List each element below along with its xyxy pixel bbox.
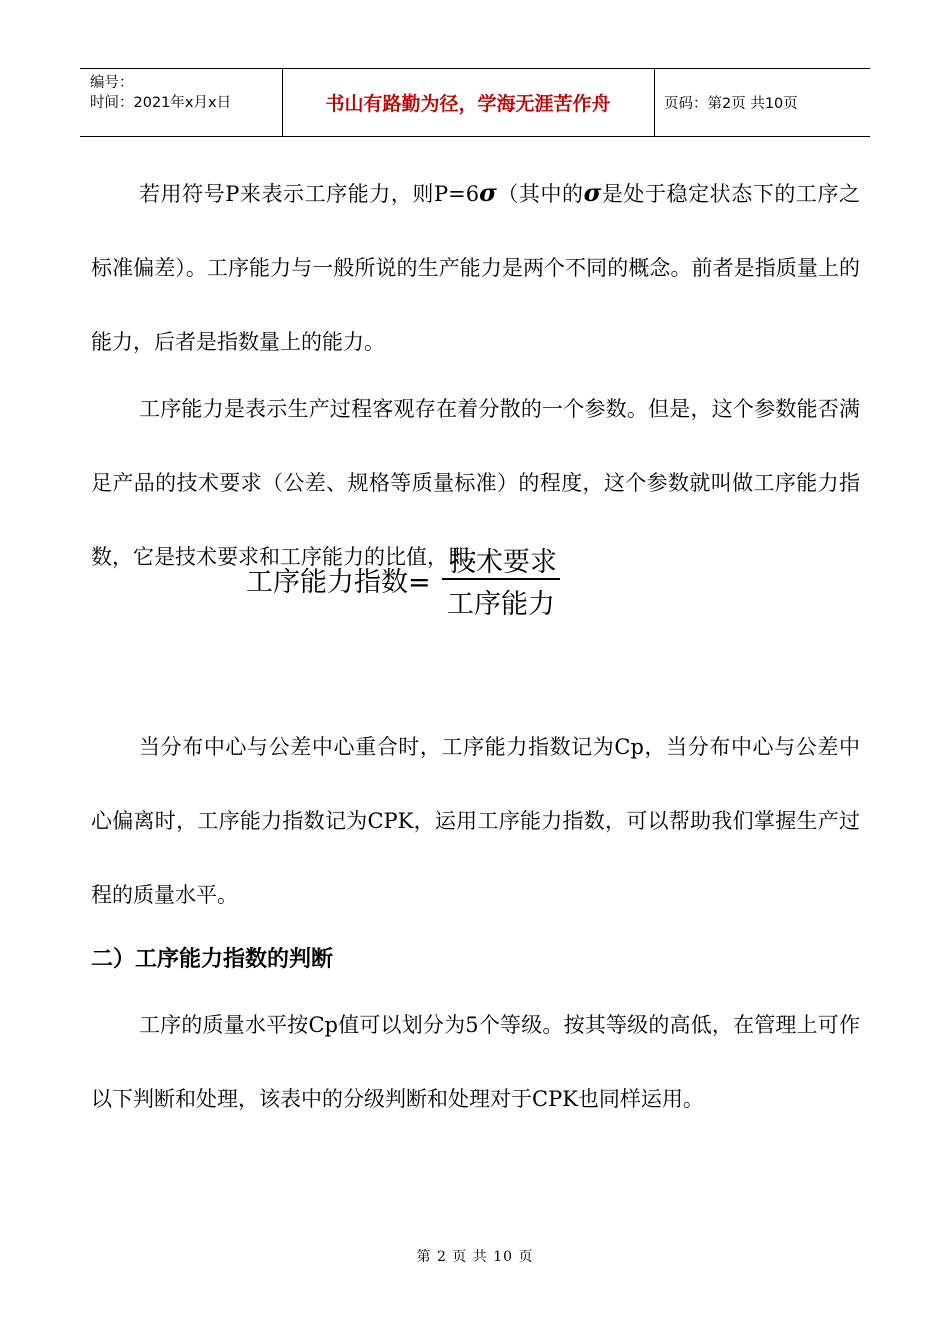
sigma-symbol: σ <box>583 178 602 207</box>
paragraph-process-capability-definition <box>91 156 860 379</box>
paragraph-text: 若用符号P来表示工序能力，则P=6 <box>139 182 480 206</box>
formula-numerator: 技术要求 <box>449 547 557 578</box>
section-heading: 二）工序能力指数的判断 <box>91 947 334 972</box>
paragraph-cp-cpk: 当分布中心与公差中心重合时，工序能力指数记为Cp，当分布中心与公差中心偏离时，工序能力指数记为CPK，运用工序能力指数，可以帮助我们掌握生产过程的质量水平。 <box>91 735 860 907</box>
document-number-label: 编号： <box>90 75 134 91</box>
header-divider <box>654 69 655 136</box>
header-page-info: 页码：第2页 共10页 <box>664 96 798 112</box>
paragraph-text: 是处于稳定状态下的工序之标准偏差）。工序能力与一般所说的生产能力是两个不同的概念。前者是指质量上的能力，后者是指数量上的能力。 <box>91 182 861 354</box>
formula-lhs: 工序能力指数= <box>246 567 431 598</box>
page-footer: 第 2 页 共 10 页 <box>416 1249 534 1265</box>
header-left-cell <box>90 73 231 113</box>
header-motto: 书山有路勤为径，学海无涯苦作舟 <box>325 93 611 115</box>
sigma-symbol: σ <box>479 178 497 207</box>
paragraph-capability-index-intro: 工序能力是表示生产过程客观存在着分散的一个参数。但是，这个参数能否满足产品的技术要求（公差、规格等质量标准）的程度，这个参数就叫做工序能力指数，它是技术要求和工序能力的比值，即： <box>91 397 860 569</box>
formula-denominator: 工序能力 <box>447 589 555 620</box>
header-table <box>80 68 870 137</box>
paragraph-text: （其中的 <box>496 182 584 206</box>
fraction-bar <box>442 578 560 580</box>
paragraph-quality-levels: 工序的质量水平按Cp值可以划分为5个等级。按其等级的高低，在管理上可作以下判断和处理，该表中的分级判断和处理对于CPK也同样运用。 <box>91 1013 860 1111</box>
document-time-label: 时间：2021年x月x日 <box>90 95 232 111</box>
